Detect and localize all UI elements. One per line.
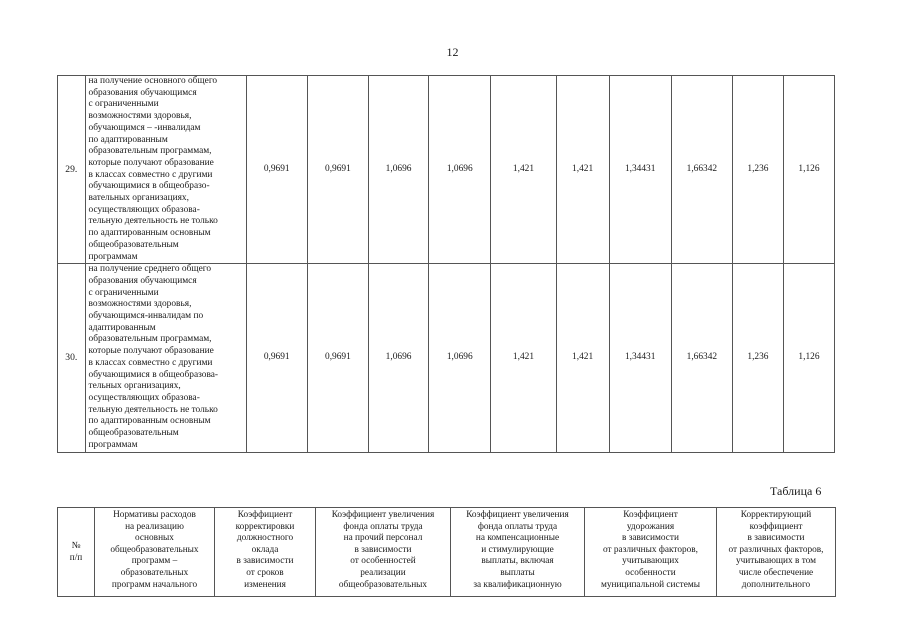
description-line: возможностями здоровья,: [88, 111, 192, 122]
coefficient-cell: 1,0696: [368, 76, 428, 264]
header-line: от особенностей: [350, 556, 416, 567]
description-line: тельную деятельность не только: [88, 404, 218, 415]
description-line: на получение основного общего: [88, 76, 218, 86]
row-index: 30.: [58, 264, 86, 452]
description-line: с ограниченными: [88, 99, 159, 110]
coefficient-cell: 1,0696: [368, 264, 428, 452]
coefficient-cell: 1,66342: [671, 264, 732, 452]
header-line: образовательных: [120, 567, 189, 578]
coefficient-cell: 1,421: [556, 76, 609, 264]
header-line: в зависимости: [747, 533, 805, 544]
coefficient-cell: 1,66342: [671, 76, 732, 264]
coefficient-cell: 1,421: [491, 76, 556, 264]
header-line: выплаты: [500, 567, 535, 578]
header-line: и стимулирующие: [481, 544, 554, 555]
header-line: учитывающих в том: [735, 556, 817, 567]
header-line: от сроков: [246, 567, 284, 578]
header-cell: [451, 508, 585, 597]
description-line: вательных организациях,: [88, 193, 189, 204]
header-line: Корректирующий: [740, 510, 812, 520]
header-line: особенности: [625, 567, 676, 578]
coefficients-table-continued: [57, 75, 835, 453]
description-line: в классах совместно с другими: [88, 169, 213, 180]
header-line: от различных факторов,: [728, 544, 824, 555]
header-cell: [215, 508, 316, 597]
header-line: Коэффициент увеличения: [331, 510, 435, 520]
header-line: на компенсационные: [475, 533, 560, 544]
header-line: Коэффициент: [237, 510, 293, 520]
header-line: в зависимости: [622, 533, 679, 544]
table-6: [57, 507, 836, 597]
description-line: обучающимся-инвалидам по: [88, 311, 204, 322]
description-line: на получение среднего общего: [88, 264, 212, 275]
description-line: программам: [88, 439, 138, 450]
header-line: в зависимости: [236, 556, 294, 567]
description-line: адаптированным: [88, 322, 156, 333]
coefficient-cell: 1,0696: [429, 76, 491, 264]
table-row: [58, 264, 835, 452]
description-line: которые получают образование: [88, 157, 214, 168]
header-line: за квалификационную: [473, 579, 562, 590]
header-line: муниципальной системы: [601, 579, 700, 590]
coefficient-cell: 1,0696: [429, 264, 491, 452]
coefficient-cell: 1,126: [783, 264, 834, 452]
description-line: по адаптированным основным: [88, 416, 211, 427]
header-cell: [585, 508, 717, 597]
row-description: [85, 264, 246, 452]
header-cell: [316, 508, 451, 597]
description-line: общеобразовательным: [88, 428, 179, 439]
description-line: осуществляющих образова-: [88, 392, 200, 403]
header-line: на прочий персонал: [343, 533, 423, 544]
coefficient-cell: 0,9691: [246, 76, 307, 264]
description-line: общеобразовательным: [88, 239, 179, 250]
header-line: реализации: [360, 567, 406, 578]
coefficient-cell: 1,236: [732, 76, 783, 264]
row-description: [85, 76, 246, 264]
description-line: образовательным программам,: [88, 334, 212, 345]
description-line: с ограниченными: [88, 287, 159, 298]
header-cell: [717, 508, 836, 597]
header-line: программ начального: [111, 579, 198, 590]
coefficient-cell: 0,9691: [307, 76, 368, 264]
description-line: тельную деятельность не только: [88, 216, 218, 227]
header-line: общеобразовательных: [338, 579, 428, 590]
coefficient-cell: 1,236: [732, 264, 783, 452]
header-line: основных: [135, 533, 174, 544]
header-line: корректировки: [235, 521, 295, 532]
description-line: по адаптированным: [88, 134, 168, 145]
description-line: образования обучающимся: [88, 87, 197, 98]
row-index: 29.: [58, 76, 86, 264]
description-line: обучающимися в общеобразо-: [88, 181, 210, 192]
header-line: от различных факторов,: [603, 544, 698, 555]
header-line: фонда оплаты труда: [343, 521, 423, 532]
header-line: №: [71, 541, 81, 552]
header-line: общеобразовательных: [110, 544, 199, 555]
header-line: учитывающих: [622, 556, 679, 567]
description-line: образования обучающимся: [88, 275, 197, 286]
description-line: возможностями здоровья,: [88, 299, 192, 310]
header-line: числе обеспечение: [738, 567, 814, 578]
description-line: обучающимися в общеобразова-: [88, 369, 219, 380]
description-line: тельных организациях,: [88, 381, 181, 392]
header-line: оклада: [251, 544, 279, 555]
table-caption: Таблица 6: [770, 484, 822, 498]
header-line: коэффициент: [749, 521, 803, 532]
header-row-number: [58, 508, 95, 597]
header-line: на реализацию: [125, 521, 184, 532]
header-line: Нормативы расходов: [113, 510, 196, 520]
header-cell: [95, 508, 215, 597]
header-line: выплаты, включая: [481, 556, 554, 567]
header-line: Коэффициент увеличения: [466, 510, 569, 520]
header-line: п/п: [69, 553, 83, 563]
coefficient-cell: 1,421: [491, 264, 556, 452]
header-line: должностного: [236, 533, 294, 544]
header-line: изменения: [244, 579, 286, 590]
description-line: образовательным программам,: [88, 146, 212, 157]
coefficient-cell: 1,421: [556, 264, 609, 452]
coefficient-cell: 1,34431: [609, 76, 671, 264]
header-line: фонда оплаты труда: [477, 521, 558, 532]
header-line: Коэффициент: [623, 510, 678, 520]
description-line: по адаптированным основным: [88, 228, 211, 239]
header-line: удорожания: [626, 521, 675, 532]
description-line: которые получают образование: [88, 346, 214, 357]
header-line: в зависимости: [354, 544, 412, 555]
description-line: осуществляющих образова-: [88, 204, 200, 215]
coefficient-cell: 1,34431: [609, 264, 671, 452]
coefficients-table-body: [58, 76, 835, 453]
table-6-header-row: [58, 508, 836, 597]
description-line: обучающимся – -инвалидам: [88, 122, 201, 133]
page-number: 12: [446, 45, 459, 59]
coefficient-cell: 1,126: [783, 76, 834, 264]
description-line: в классах совместно с другими: [88, 357, 213, 368]
coefficient-cell: 0,9691: [246, 264, 307, 452]
coefficient-cell: 0,9691: [307, 264, 368, 452]
table-row: [58, 76, 835, 264]
header-line: программ –: [131, 556, 178, 567]
description-line: программам: [88, 251, 138, 262]
header-line: дополнительного: [741, 579, 811, 590]
